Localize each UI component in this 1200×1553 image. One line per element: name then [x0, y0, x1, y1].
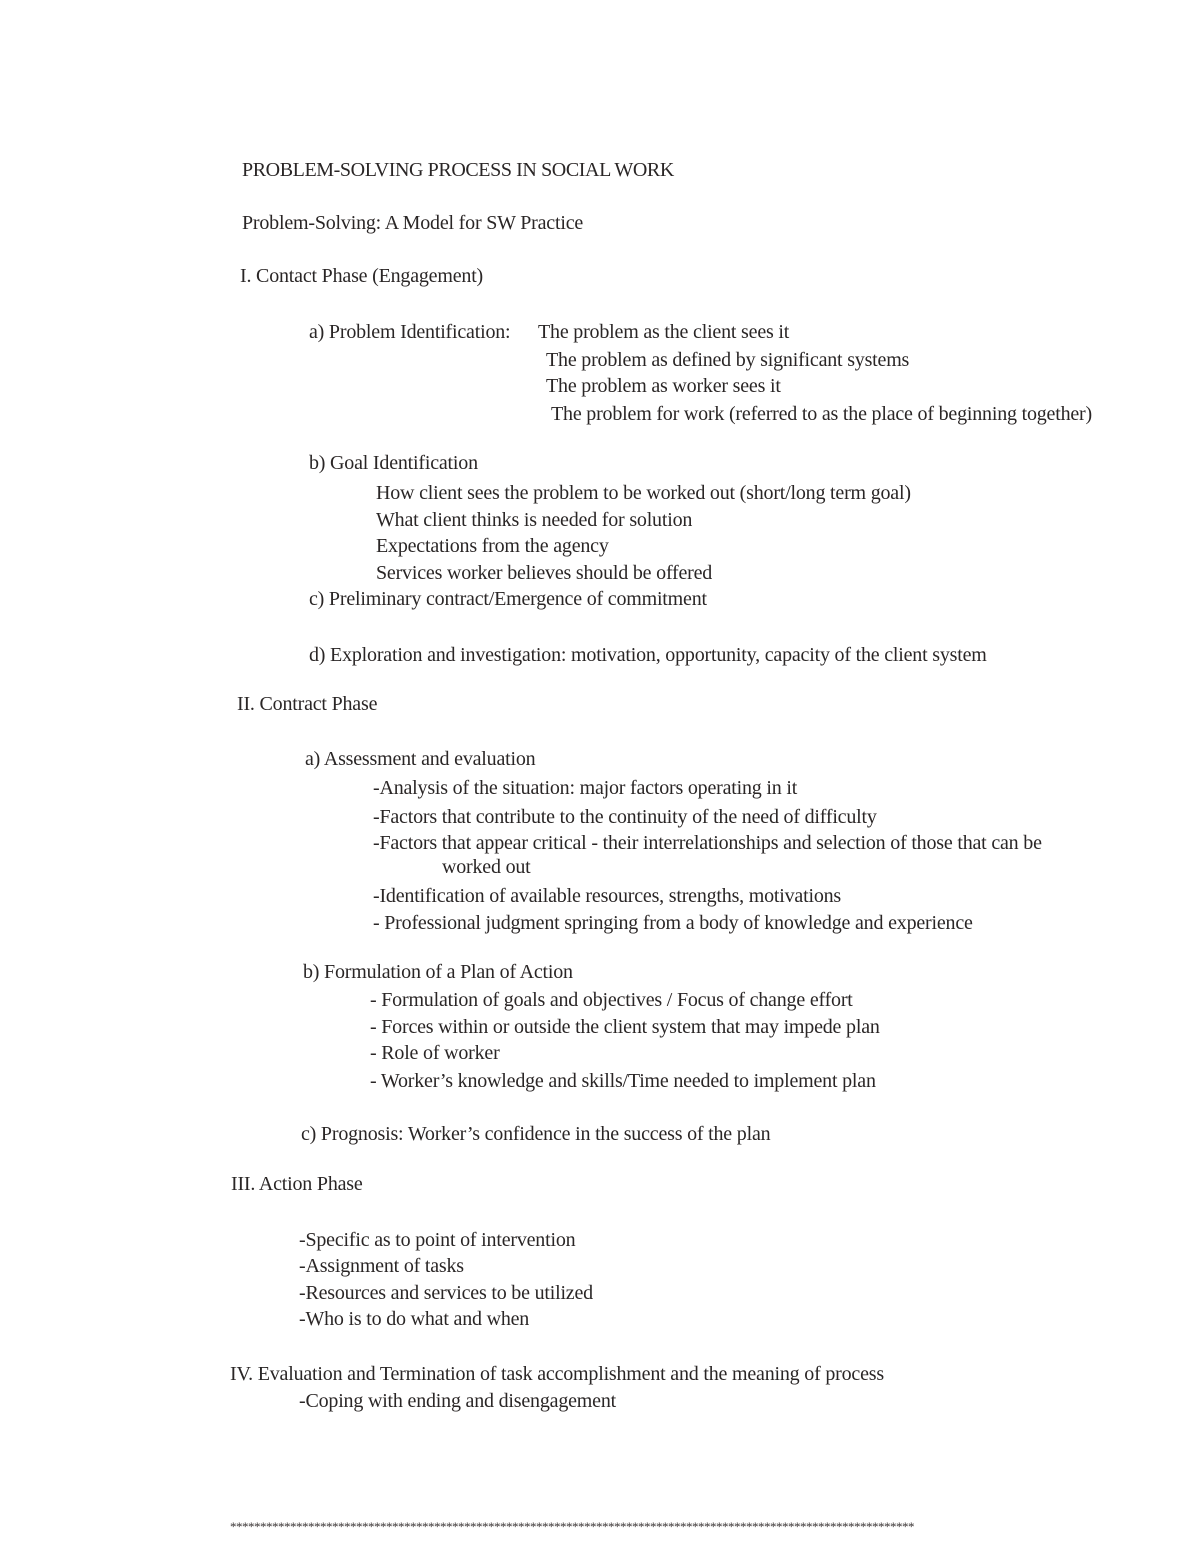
list-item: -Factors that appear critical - their interrelationships and selection of those that can be: [373, 832, 1042, 854]
list-item: The problem as worker sees it: [546, 375, 781, 397]
list-item: -Specific as to point of intervention: [299, 1229, 576, 1251]
subsection-assessment: a) Assessment and evaluation: [305, 748, 536, 770]
list-item: -Factors that contribute to the continuity of the need of difficulty: [373, 806, 877, 828]
section-heading-contact-phase: I. Contact Phase (Engagement): [240, 265, 484, 287]
separator-line: ******************************************************************************************************************: [230, 1519, 914, 1534]
list-item: -Assignment of tasks: [299, 1255, 464, 1277]
section-heading-action-phase: III. Action Phase: [231, 1173, 363, 1195]
list-item: The problem as the client sees it: [538, 321, 790, 343]
subsection-problem-identification: a) Problem Identification:: [309, 321, 511, 343]
list-item: - Formulation of goals and objectives / Focus of change effort: [370, 989, 853, 1011]
list-item: Services worker believes should be offered: [376, 562, 713, 584]
list-item: -Coping with ending and disengagement: [299, 1390, 616, 1412]
subsection-goal-identification: b) Goal Identification: [309, 452, 478, 474]
list-item: -Identification of available resources, strengths, motivations: [373, 885, 842, 907]
subsection-prognosis: c) Prognosis: Worker’s confidence in the success of the plan: [301, 1123, 771, 1145]
list-item: - Professional judgment springing from a body of knowledge and experience: [373, 912, 973, 934]
subsection-plan-of-action: b) Formulation of a Plan of Action: [303, 961, 573, 983]
list-item: What client thinks is needed for solution: [376, 509, 693, 531]
list-item: How client sees the problem to be worked out (short/long term goal): [376, 482, 911, 504]
document-title: PROBLEM-SOLVING PROCESS IN SOCIAL WORK: [242, 159, 674, 181]
subsection-exploration: d) Exploration and investigation: motivation, opportunity, capacity of the client system: [309, 644, 987, 666]
list-item: The problem as defined by significant systems: [546, 349, 910, 371]
document-subtitle: Problem-Solving: A Model for SW Practice: [242, 212, 584, 234]
list-item: - Forces within or outside the client system that may impede plan: [370, 1016, 880, 1038]
list-item: Expectations from the agency: [376, 535, 609, 557]
list-item: -Analysis of the situation: major factors operating in it: [373, 777, 798, 799]
list-item: - Worker’s knowledge and skills/Time needed to implement plan: [370, 1070, 876, 1092]
section-heading-evaluation-termination: IV. Evaluation and Termination of task accomplishment and the meaning of process: [230, 1363, 884, 1385]
section-heading-contract-phase: II. Contract Phase: [237, 693, 378, 715]
list-item: - Role of worker: [370, 1042, 500, 1064]
list-item-continuation: worked out: [442, 856, 531, 878]
list-item: -Who is to do what and when: [299, 1308, 530, 1330]
subsection-preliminary-contract: c) Preliminary contract/Emergence of commitment: [309, 588, 707, 610]
list-item: -Resources and services to be utilized: [299, 1282, 593, 1304]
list-item: The problem for work (referred to as the place of beginning together): [551, 403, 1092, 425]
